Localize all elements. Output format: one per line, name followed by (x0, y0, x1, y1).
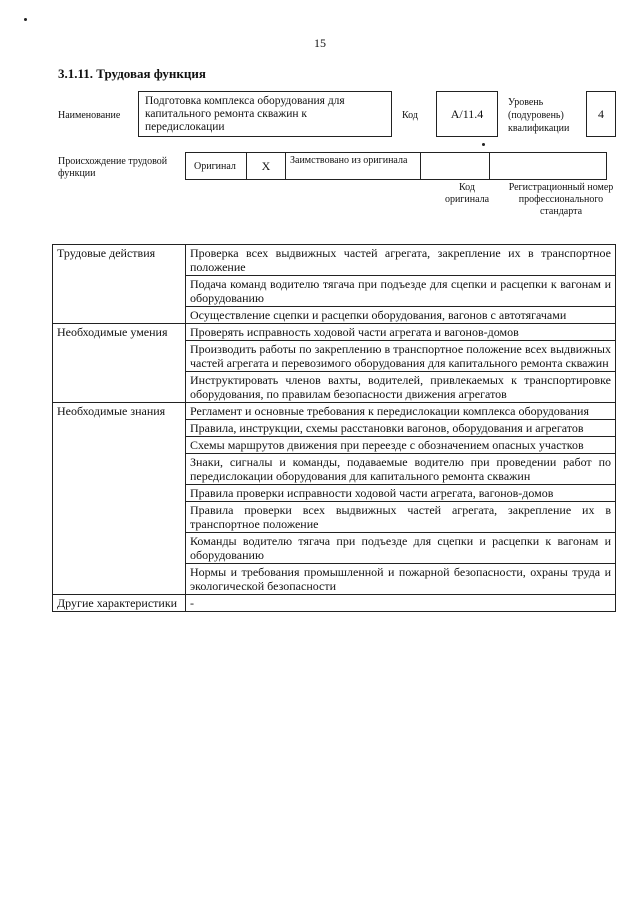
level-label: Уровень (подуровень) квалификации (508, 97, 570, 134)
origin-mark-cell: Х (246, 152, 286, 180)
table-row (53, 595, 616, 612)
page-number: 15 (314, 36, 326, 50)
table-row (53, 245, 616, 276)
item-cell: Проверять исправность ходовой части агрегата и вагонов-домов (186, 324, 616, 341)
item-cell: Регламент и основные требования к передислокации комплекса оборудования (186, 403, 616, 420)
section-heading: 3.1.11. Трудовая функция (58, 66, 206, 81)
code-original-caption: Код оригинала (444, 182, 490, 205)
item-cell: Нормы и требования промышленной и пожарной безопасности, охраны труда и экологической безопасности (186, 564, 616, 595)
level-value: 4 (586, 91, 616, 137)
category-cell: Необходимые умения (53, 324, 186, 403)
code-label: Код (402, 110, 418, 121)
table-row (53, 403, 616, 420)
requirements-table (52, 244, 616, 612)
item-cell: Подача команд водителю тягача при подъезде для сцепки и расцепки к вагонам и оборудованию (186, 276, 616, 307)
item-cell: Осуществление сцепки и расцепки оборудования, вагонов с автотягачами (186, 307, 616, 324)
item-cell: Инструктировать членов вахты, водителей, привлекаемых к транспортировке оборудования, по правилам безопасности движения агрегатов (186, 372, 616, 403)
item-cell: Команды водителю тягача при подъезде для сцепки и расцепки к вагонам и оборудованию (186, 533, 616, 564)
item-cell: Схемы маршрутов движения при переезде с обозначением опасных участков (186, 437, 616, 454)
item-cell: Правила проверки всех выдвижных частей агрегата, закрепление их в транспортное положение (186, 502, 616, 533)
origin-original-cell: Оригинал (185, 152, 247, 180)
name-label: Наименование (58, 110, 121, 121)
table-row (53, 324, 616, 341)
category-cell: Другие характеристики (53, 595, 186, 612)
scan-speck (482, 143, 485, 146)
category-cell: Необходимые знания (53, 403, 186, 595)
origin-row (186, 152, 607, 180)
function-name-value: Подготовка комплекса оборудования для капитального ремонта скважин к передислокации (138, 91, 392, 137)
reg-number-caption: Регистрационный номер профессионального стандарта (508, 182, 614, 217)
item-cell: Знаки, сигналы и команды, подаваемые водителю при проведении работ по передислокации оборудования для капитального ремонта скважин (186, 454, 616, 485)
origin-code-cell (420, 152, 490, 180)
item-cell: - (186, 595, 616, 612)
origin-borrowed-cell: Заимствовано из оригинала (285, 152, 421, 180)
item-cell: Правила, инструкции, схемы расстановки вагонов, оборудования и агрегатов (186, 420, 616, 437)
category-cell: Трудовые действия (53, 245, 186, 324)
item-cell: Правила проверки исправности ходовой части агрегата, вагонов-домов (186, 485, 616, 502)
item-cell: Производить работы по закреплению в транспортное положение всех выдвижных частей агрегата и перевозимого оборудования для капитального ремонта скважин (186, 341, 616, 372)
code-value: А/11.4 (436, 91, 498, 137)
item-cell: Проверка всех выдвижных частей агрегата, закрепление их в транспортное положение (186, 245, 616, 276)
origin-label: Происхождение трудовой функции (58, 156, 168, 179)
origin-reg-cell (489, 152, 607, 180)
scan-speck (24, 18, 27, 21)
